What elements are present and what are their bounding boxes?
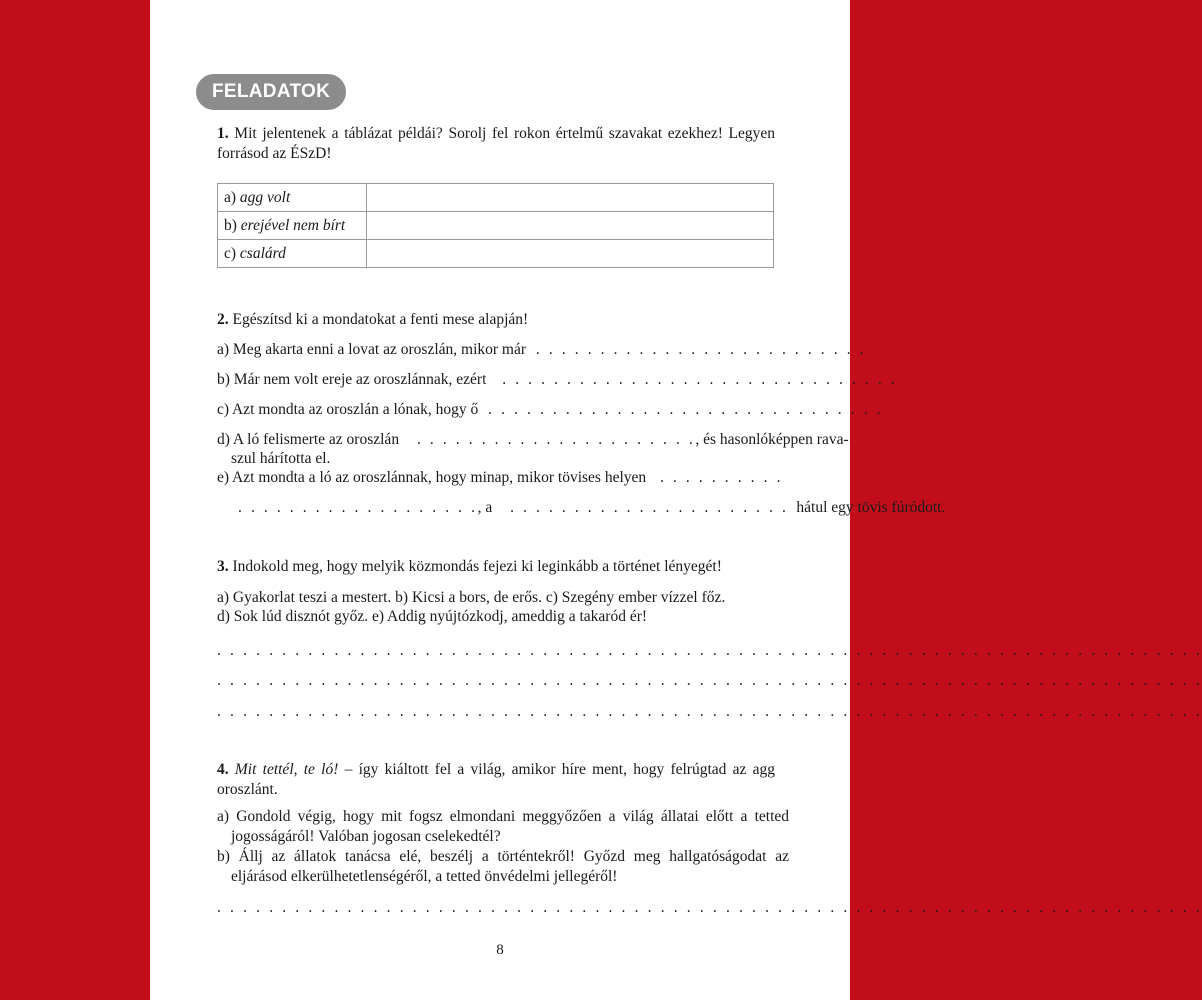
task1-text: Mit jelentenek a táblázat példái? Sorolj fel rokon értelmű szavakat ezekhez! Legyen forrásod az ÉSzD! <box>217 125 775 162</box>
task4-prompt <box>217 760 775 800</box>
task2-text: Egészítsd ki a mondatokat a fenti mese alapján! <box>232 311 529 328</box>
row-prefix: b) <box>224 216 241 234</box>
task2-prompt <box>217 310 775 330</box>
task3-prompt <box>217 557 775 577</box>
row-term: erejével nem bírt <box>240 216 346 234</box>
task4-quote: Mit tettél, te ló! <box>234 761 339 778</box>
proverb-line-1: a) Gyakorlat teszi a mestert. b) Kicsi a bors, de erős. c) Szegény ember vízzel főz. <box>217 589 726 606</box>
fill-in-blank[interactable]: . . . . . . . . . . <box>660 469 784 486</box>
item-text: c) Azt mondta az oroszlán a lónak, hogy ő <box>217 401 479 418</box>
row-prefix: a) <box>224 188 240 206</box>
row-term: agg volt <box>239 188 291 206</box>
fill-in-blank[interactable]: . . . . . . . . . . . . . . . . . . . . . . . . . . <box>535 341 867 358</box>
task1-prompt <box>217 124 775 164</box>
fill-in-blank[interactable]: . . . . . . . . . . . . . . . . . . . . . . . . . . . . . . . <box>502 371 898 388</box>
task2-item-d <box>217 430 849 450</box>
task4-item-b: b) Állj az állatok tanácsa elé, beszélj a történtekről! Győzd meg hallgatóságodat az eljárásod elkerülhetetlenségéről, a tetted önvédelmi jellegéről! <box>217 848 789 885</box>
row-term: csalárd <box>239 244 286 262</box>
page-number: 8 <box>496 942 504 958</box>
section-badge: FELADATOK <box>196 74 346 110</box>
item-text: hátul egy tövis fúródott. <box>796 499 946 516</box>
answer-cell[interactable] <box>367 184 774 212</box>
task2-item-a <box>217 340 867 360</box>
task4-item-a: a) Gondold végig, hogy mit fogsz elmondani meggyőzően a világ állatai előtt a tetted jogosságáról! Valóban jogosan cselekedtél? <box>217 808 789 845</box>
answer-line[interactable]: . . . . . . . . . . . . . . . . . . . . . . . . . . . . . . . . . . . . . . . . . . . . . . . . . . . . . . . . . . . . . . . . . . . . . . . . . . . . <box>217 703 1202 720</box>
task4-number: 4. <box>217 761 229 778</box>
table-row <box>218 212 774 240</box>
task2-item-e-continued <box>238 498 946 518</box>
vocabulary-table <box>217 183 774 268</box>
task3-text: Indokold meg, hogy melyik közmondás fejezi ki leginkább a történet lényegét! <box>232 558 722 575</box>
answer-line[interactable]: . . . . . . . . . . . . . . . . . . . . . . . . . . . . . . . . . . . . . . . . . . . . . . . . . . . . . . . . . . . . . . . . . . . . . . . . . . . . <box>217 642 1202 659</box>
item-text: a) Meg akarta enni a lovat az oroszlán, mikor már <box>217 341 527 358</box>
task2-item-c <box>217 400 884 420</box>
task4-text: – így kiáltott fel a világ, amikor híre ment, hogy felrúgtad az agg oroszlánt. <box>217 761 776 798</box>
table-term-cell <box>218 240 367 268</box>
item-text: e) Azt mondta a ló az oroszlánnak, hogy minap, mikor tövises helyen <box>217 469 647 486</box>
fill-in-blank[interactable]: . . . . . . . . . . . . . . . . . . . . . . <box>510 499 789 516</box>
answer-cell[interactable] <box>367 240 774 268</box>
workbook-page <box>150 0 1202 1000</box>
task3-number: 3. <box>217 558 229 575</box>
row-prefix: c) <box>224 244 240 262</box>
table-term-cell <box>218 212 367 240</box>
task1-number: 1. <box>217 125 229 142</box>
task2-item-d-continued: szul hárította el. <box>231 450 331 467</box>
task2-item-e <box>217 468 784 488</box>
task2-item-b <box>217 370 898 390</box>
item-text: , a <box>477 499 493 516</box>
answer-line[interactable]: . . . . . . . . . . . . . . . . . . . . . . . . . . . . . . . . . . . . . . . . . . . . . . . . . . . . . . . . . . . . . . . . . . . . . . . . . . . . <box>217 672 1202 689</box>
fill-in-blank[interactable]: . . . . . . . . . . . . . . . . . . . . . . <box>416 431 696 448</box>
fill-in-blank[interactable]: . . . . . . . . . . . . . . . . . . . <box>238 499 478 516</box>
fill-in-blank[interactable]: . . . . . . . . . . . . . . . . . . . . . . . . . . . . . . . <box>488 401 884 418</box>
table-row <box>218 184 774 212</box>
answer-line[interactable]: . . . . . . . . . . . . . . . . . . . . . . . . . . . . . . . . . . . . . . . . . . . . . . . . . . . . . . . . . . . . . . . . . . . . . . . . . . . . <box>217 899 1202 916</box>
task2-number: 2. <box>217 311 229 328</box>
item-text: d) A ló felismerte az oroszlán <box>217 431 400 448</box>
answer-cell[interactable] <box>367 212 774 240</box>
item-text: b) Már nem volt ereje az oroszlánnak, ezért <box>217 371 487 388</box>
item-text: , és hasonlóképpen rava- <box>695 431 849 448</box>
table-row <box>218 240 774 268</box>
table-term-cell <box>218 184 367 212</box>
proverb-line-2: d) Sok lúd disznót győz. e) Addig nyújtózkodj, ameddig a takaród ér! <box>217 608 648 625</box>
